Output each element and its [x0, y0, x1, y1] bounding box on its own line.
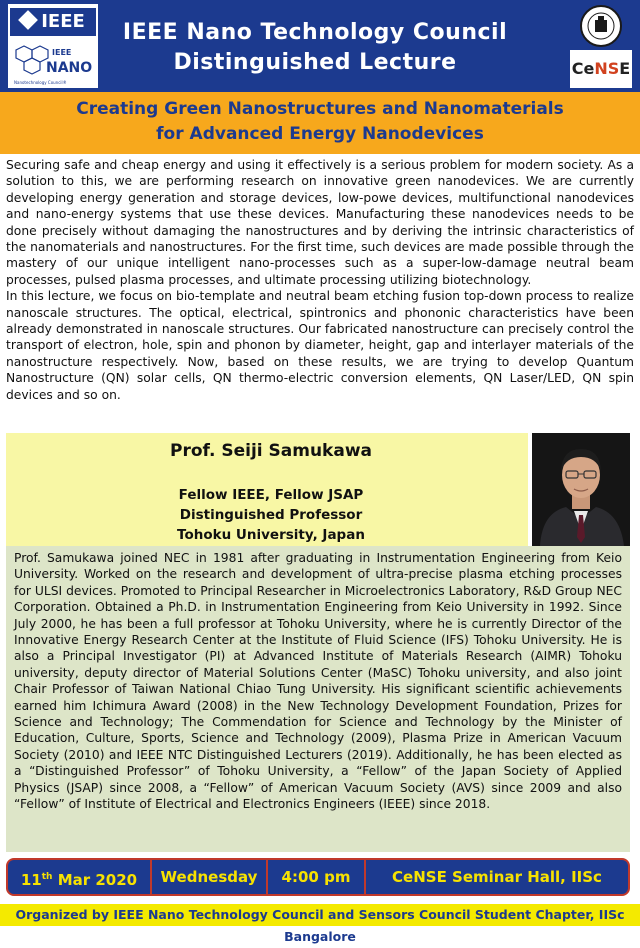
cense-logo: [570, 50, 632, 88]
header-title-line1: IEEE Nano Technology Council: [122, 20, 508, 45]
organizer-footer: Organized by IEEE Nano Technology Council and Sensors Council Student Chapter, IISc Bangalore: [0, 904, 640, 926]
nano-logo-ieee: IEEE: [52, 48, 72, 57]
event-date-rest: Mar 2020: [52, 871, 138, 889]
speaker-photo: [532, 433, 630, 546]
cense-logo-ns: NS: [594, 59, 620, 78]
ieee-diamond-icon: [18, 10, 38, 30]
header-title: [105, 18, 525, 78]
abstract: [6, 157, 634, 403]
nano-logo-word: NANO: [46, 60, 93, 76]
cense-logo-ce: Ce: [571, 59, 595, 78]
header-banner: [0, 0, 640, 92]
nano-logo-sub: Nanotechnology Council®: [14, 80, 67, 85]
speaker-bio: [6, 546, 630, 852]
speaker-name: Prof. Seiji Samukawa: [169, 441, 373, 461]
abstract-paragraph-1: Securing safe and cheap energy and using it effectively is a serious problem for modern society. As a solution to this, we are performing research on innovative green nanodevices. We are currently developing energy generation and storage devices, low-powe devices, multifunctional nanodevices and nano-energy systems that use these devices. Manufacturing these nanodevices needs to be done precisely without damaging the nanostructures and by deriving the intrinsic characteristics of the nanomaterials and nanostructures. For the first time, such devices are made possible through the mastery of our unique intelligent nano-processes such as a super-low-damage neutral beam processes, pulsed plasma processes, and ultimate processing utilizing biotechnology.: [6, 158, 634, 287]
event-info-bar: [6, 858, 630, 896]
talk-title-line1: Creating Green Nanostructures and Nanomaterials: [76, 99, 564, 119]
header-title-line2: Distinguished Lecture: [173, 50, 457, 75]
event-date-day: 11: [20, 871, 42, 889]
event-time: 4:00 pm: [266, 860, 364, 894]
iisc-seal-icon: [579, 4, 623, 48]
talk-title-band: [0, 92, 640, 154]
ieee-logo: [10, 8, 96, 36]
speaker-bio-text: Prof. Samukawa joined NEC in 1981 after graduating in Instrumentation Engineering from Keio University. Worked on the research and development of ultra-precise plasma etching processes for ULSI devices. Promoted to Principal Researcher in Microelectronics Laboratory, R&D Group NEC Corporation. Obtained a Ph.D. in Instrumentation Engineering from Keio University in 1992. Since July 2000, he has been a full professor at Tohoku University, where he is currently Director of the Innovative Energy Research Center at the Institute of Fluid Science (IFS) Tohoku University. He is also a Principal Investigator (PI) at Advanced Institute of Materials Research (AIMR) Tohoku university, deputy director of Material Solutions Center (MaSC) Tohoku university, and also joint Chair Professor of Taiwan National Chiao Tung University. His significant scientific achievements earned him Ichimura Award (2008) in the New Technology Development Foundation, Prizes for Science and Technology; The Commendation for Science and Technology by the Minister of Education, Culture, Sports, Science and Technology (2009), Plasma Prize in American Vacuum Society (2010) and IEEE NTC Distinguished Lecturers (2019). Additionally, he has been elected as a “Distinguished Professor” of Tohoku University, a “Fellow” of the Japan Society of Applied Physics (JSAP) since 2008, a “Fellow” of American Vacuum Society (AVS) since 2009 and also “Fellow” of Institute of Electrical and Electronics Engineers (IEEE) since 2018.: [14, 551, 622, 812]
talk-title-line2: for Advanced Energy Nanodevices: [156, 124, 484, 144]
speaker-role-2: Distinguished Professor: [179, 507, 363, 523]
speaker-role-1: Fellow IEEE, Fellow JSAP: [178, 487, 364, 503]
speaker-role-3: Tohoku University, Japan: [177, 527, 365, 543]
speaker-portrait-icon: [532, 433, 630, 546]
ieee-nano-logo: [8, 4, 98, 88]
cense-logo-e: E: [619, 59, 631, 78]
event-weekday: Wednesday: [150, 860, 266, 894]
nano-hexagon-icon: [14, 44, 50, 82]
institution-logos: [570, 4, 632, 88]
speaker-box: [6, 433, 528, 546]
abstract-paragraph-2: In this lecture, we focus on bio-template and neutral beam etching fusion top-down process to realize nanoscale structures. The optical, electrical, spintronics and phononic characteristics have been already demonstrated in nanoscale structures. Our fabricated nanostructure can precisely control the transport of electron, hole, spin and phonon by diameter, height, gap and interlayer materials of the nanostructure respectively. Now, based on these results, we are trying to develop Quantum Nanostructure (QN) solar cells, QN thermo-electric conversion elements, QN Laser/LED, QN spin devices and so on.: [6, 289, 634, 402]
ieee-logo-text: IEEE: [41, 11, 85, 32]
event-venue: CeNSE Seminar Hall, IISc: [364, 860, 628, 894]
event-date: [8, 860, 150, 894]
speaker-roles: [6, 485, 536, 545]
event-date-suffix: th: [41, 872, 53, 882]
